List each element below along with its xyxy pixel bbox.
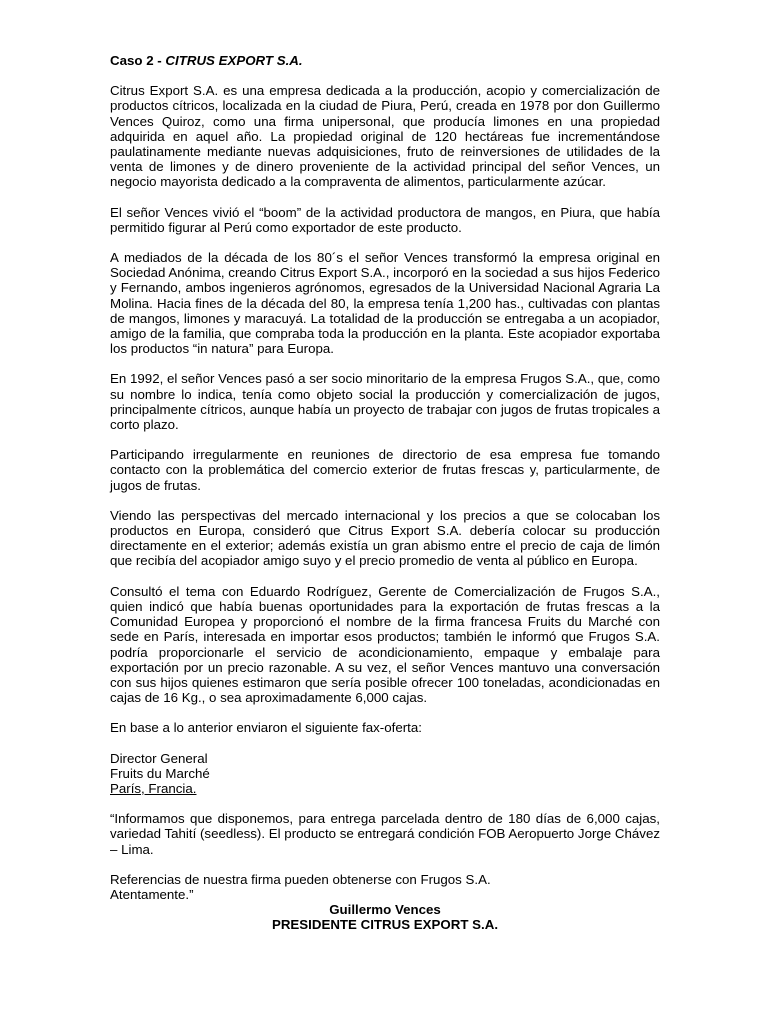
case-title-prefix: Caso 2 - (110, 53, 166, 68)
address-line-2: Fruits du Marché (110, 765, 210, 781)
paragraph-market: Viendo las perspectivas del mercado internacional y los precios a que se colocaban los productos en Europa, consideró que Citrus Export S.A. debería colocar su producción directamente en el exterior; además existía un gran abismo entre el precio de caja de limón que recibía del acopiador amigo suyo y el precio promedio de venta al público en Europa. (110, 507, 660, 569)
paragraph-directorio: Participando irregularmente en reuniones de directorio de esa empresa fue tomando contacto con la problemática del comercio exterior de frutas frescas y, particularmente, de jugos de frutas. (110, 447, 660, 493)
case-title-company: CITRUS EXPORT S.A. (165, 53, 303, 68)
signature-name: Guillermo Vences (329, 902, 441, 918)
address-line-3: París, Francia. (110, 780, 197, 796)
signature-position: PRESIDENTE CITRUS EXPORT S.A. (271, 917, 499, 933)
address-line-1: Director General (110, 750, 208, 766)
document-page (110, 53, 660, 933)
paragraph-mango-boom: El señor Vences vivió el “boom” de la actividad productora de mangos, en Piura, que había permitido figurar al Perú como exportador de este producto. (110, 204, 660, 235)
fax-closing: Atentamente.” (110, 886, 194, 902)
fax-references: Referencias de nuestra firma pueden obtenerse con Frugos S.A. (110, 871, 491, 887)
fax-body: “Informamos que disponemos, para entrega parcelada dentro de 180 días de 6,000 cajas, variedad Tahití (seedless). El producto se entregará condición FOB Aeropuerto Jorge Chávez – Lima. (110, 811, 660, 857)
paragraph-80s: A mediados de la década de los 80´s el señor Vences transformó la empresa original en Sociedad Anónima, creando Citrus Export S.A., incorporó en la sociedad a sus hijos Federico y Fernando, ambos ingenieros agrónomos, egresados de la Universidad Nacional Agraria La Molina. Hacia fines de la década del 80, la empresa tenía 1,200 has., cultivadas con plantas de mangos, limones y maracuyá. La totalidad de la producción se entregaba a un acopiador, amigo de la familia, que compraba toda la producción en la planta. Este acopiador exportaba los productos “in natura” para Europa. (110, 250, 660, 357)
paragraph-consult: Consultó el tema con Eduardo Rodríguez, Gerente de Comercialización de Frugos S.A., quien indicó que había buenas oportunidades para la exportación de frutas frescas a la Comunidad Europea y proporcionó el nombre de la firma francesa Fruits du Marché con sede en París, interesada en importar esos productos; también le informó que Frugos S.A. podría proporcionarle el servicio de acondicionamiento, empaque y embalaje para exportación por un precio razonable. A su vez, el señor Vences mantuvo una conversación con sus hijos quienes estimaron que sería posible ofrecer 100 toneladas, acondicionadas en cajas de 16 Kg., o sea aproximadamente 6,000 cajas. (110, 583, 660, 706)
paragraph-1992: En 1992, el señor Vences pasó a ser socio minoritario de la empresa Frugos S.A., que, como su nombre lo indica, tenía como objeto social la producción y comercialización de jugos, principalmente cítricos, aunque había un proyecto de trabajar con jugos de frutas tropicales a corto plazo. (110, 371, 660, 433)
paragraph-intro: Citrus Export S.A. es una empresa dedicada a la producción, acopio y comercialización de productos cítricos, localizada en la ciudad de Piura, Perú, creada en 1978 por don Guillermo Vences Quiroz, como una firma unipersonal, que producía limones en una propiedad adquirida en aquel año. La propiedad original de 120 hectáreas fue incrementándose paulatinamente mediante nuevas adquisiciones, fruto de reinversiones de utilidades de la venta de limones y de dinero proveniente de la actividad principal del señor Vences, un negocio mayorista dedicado a la compraventa de alimentos, particularmente azúcar. (110, 83, 660, 190)
fax-address (110, 751, 660, 797)
paragraph-fax-intro: En base a lo anterior enviaron el siguiente fax-oferta: (110, 720, 422, 736)
case-title (110, 53, 660, 68)
